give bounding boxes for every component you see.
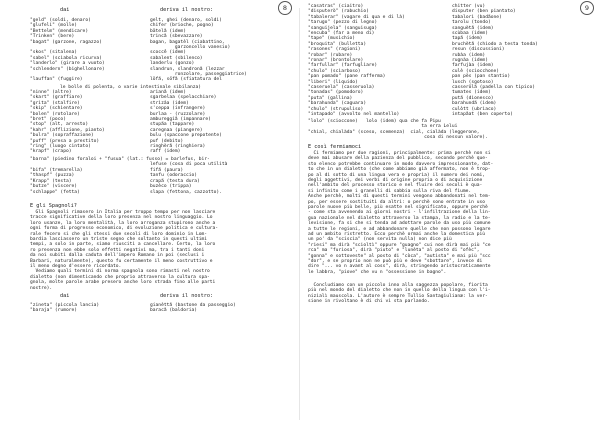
text-line: le labbra, "piove" che vu n "ossessione in bagno".: [308, 269, 447, 275]
source-term: "schlendern" (bighellonare): [30, 66, 105, 72]
text-line: sto elenco potrebbe continuare in modo davvero impressionante, dat-: [308, 161, 494, 167]
source-term: "farfullar" (farfugliare): [308, 63, 378, 69]
text-line: il meno degno d'essere ricordato.: [30, 264, 122, 269]
text-line: nostre).: [30, 285, 53, 291]
dialect-term: bagan, bagatèl (ciabattino,: [150, 39, 225, 45]
column-header-left-2: dai: [60, 293, 70, 299]
source-term: "chulo" (sciarboso): [308, 68, 361, 74]
text-line: sione in rivoltano è di chi vi sta parlando.: [308, 299, 430, 305]
source-term: "Bettelm" (mendicare): [30, 28, 89, 34]
dialect-term: putã (dionesco): [452, 95, 494, 101]
source-term: "zineta" (piccola lancia): [30, 303, 100, 308]
source-term: "ninne" (altre): [30, 90, 72, 95]
dialect-term: culè (sciocchone): [452, 68, 500, 74]
dialect-term: gelt, ghei (denaro, soldi): [150, 18, 222, 23]
glossary-lolo-line: "lolo" (scioccone) lolo (idem) qua che fa Pipu: [308, 119, 441, 124]
glossary-barna-continuation: lefuse (cosa di poca utilità: [150, 162, 228, 167]
source-term: "landerlo" (girare a vuoto): [30, 61, 105, 67]
dialect-term: arianã (idem): [150, 90, 186, 95]
dialect-term: raff (idem): [150, 149, 181, 155]
text-line: rale fecero si che gli stessi due secoli di loro dominio in Lom-: [30, 231, 208, 237]
dialect-term: ambureggiã (impannare): [150, 117, 211, 122]
dialect-term: tabalori (badãone): [452, 14, 502, 20]
dialect-term: pan pès (pan stantio): [452, 74, 511, 80]
source-term: "casatras" (ciaitro): [308, 4, 364, 9]
dialect-term: scùbaa (idem): [452, 31, 488, 36]
column-header-left: dai: [60, 7, 70, 13]
source-term: "ronar" (brontolare): [308, 58, 364, 63]
section-heading-fermiamoci: E così fermiamoci: [308, 144, 362, 150]
text-line: bardia lasciassero un triste segno che soltanto in questi ultimi: [30, 237, 208, 242]
source-term: "bagat" (garzone, ragazzo): [30, 39, 102, 45]
source-term: "skart" (graffiare): [30, 95, 83, 101]
text-line: deve mai abusare della pazienza del pubblico, secondo perchè que-: [308, 156, 488, 162]
text-line: Barbari, naturalmente), questo fu certamente il meno costruttivo e: [30, 258, 213, 264]
column-header-right-2: deriva il nostro:: [160, 293, 214, 299]
dialect-term: bätelã (idem): [150, 28, 186, 34]
dialect-term: lusch (sgotoso): [452, 79, 494, 85]
dialect-term: tumates (idem): [452, 90, 491, 96]
dialect-term: burlaa - (ruzzolare): [150, 111, 206, 117]
source-term: "stop" (alt, arresto): [30, 122, 89, 128]
source-term: "sanguijela" (sanguisuga): [308, 25, 378, 31]
dialect-term: bulu (spaccone prepotente): [150, 133, 222, 139]
text-line: tracce significative della loro presenza nel nostro linguaggio. Lo: [30, 215, 213, 221]
text-line: nizialì mauscola. L'autore è sempre Tullio Santagiulianæ: la ver-: [308, 293, 488, 299]
source-term: "skos" (sitalena): [30, 50, 78, 56]
dialect-term: strìzâa (idem): [150, 100, 189, 106]
source-term: "butze" (viscere): [30, 184, 78, 190]
source-term: "bifa" (tremarella): [30, 168, 83, 173]
page-number-left: 8: [278, 1, 292, 15]
text-line: dialetto (non dimenticando che proprio attraverso la cultura spa-: [30, 274, 210, 280]
text-line: ro presenza non ebbe solo effetti negativi ma, tra i tanti doni: [30, 247, 205, 253]
dialect-term: rubàa (idem): [452, 52, 486, 58]
glossary-chial-line: "chial, chialàda" (sceso, scemenza) cial, cialàda (leggerone,: [308, 130, 480, 135]
dialect-term: tarolu (tondo): [452, 20, 491, 26]
source-term: "skip" (schientare): [30, 106, 83, 112]
dialect-term: ringhèrã (ringhiera): [150, 144, 206, 149]
source-term: "puta" (gallina): [308, 95, 353, 101]
dialect-term: bruchètã (chiodo a testa tonda): [452, 41, 538, 47]
text-line: a tutte le regioni, e ad abbandonare quelle che non possono legare: [308, 226, 491, 232]
text-line: "gonna" e sottoveste" al posto di "còca", "autista" e mai più "scc: [308, 253, 491, 259]
text-line: Vediamo quali termini di norma spagnola sono rimasti nel nostro: [30, 269, 210, 275]
text-line: ad un ambito ristretto. Ecco perchè ormai anche la domestica più: [308, 232, 486, 237]
column-header-right: deriva il nostro:: [160, 7, 214, 13]
source-term: "baraja" (rumore): [30, 308, 78, 314]
source-term: "encuba" (far a meno di): [308, 31, 375, 36]
source-term: "Trinken" (bere): [30, 34, 75, 40]
source-term: "pan pomado" (pane rafferma): [308, 74, 386, 80]
dialect-term: ronzolare, passeggiatrice): [150, 72, 247, 77]
text-line: ogni forma di progresso economico, di evoluzione politica e cultura-: [30, 226, 219, 232]
text-line: degli aggettivi, dei verbi di origine propria o di acquisizione: [308, 178, 483, 183]
dialect-term: chifer (brioche, pogno): [150, 23, 214, 29]
text-line: tempi, a solo in parte, siamo riusciti a cancellare. Certo, la loro: [30, 242, 216, 248]
source-term: "liberi" (liquido): [308, 79, 358, 85]
source-term: "rasones" (ragioni): [308, 47, 361, 53]
source-term: "robar" (rubare): [308, 52, 353, 58]
source-term: "krapf" (crapo): [30, 149, 72, 155]
dialect-term: tanfu (odoraccio): [150, 173, 198, 179]
dialect-term: scoccê (idem): [150, 50, 186, 56]
text-line: Anche perchè, molti di questi termini vengono abbandonati nel tem-: [308, 194, 491, 200]
text-line: rca" ma "furiosa", dirà "piuto" e "lunèta" al posto di "ofèc",: [308, 248, 480, 254]
dialect-term: intapãat (ben coperto): [452, 112, 513, 117]
section-heading-spagnoli: E gli Spagnoli?: [30, 203, 77, 209]
source-term: "puff" (presa a prestito): [30, 138, 100, 144]
dialect-term: tapã (idem): [452, 36, 483, 42]
glossary-chial-continuation: cosa di nessun valore).: [308, 135, 488, 140]
dialect-term: sgarbelaa (spelacchiare): [150, 95, 217, 101]
source-term: "tabalerar" (vagare di qua e di là): [308, 14, 405, 20]
dialect-term: stupãa (tappare): [150, 122, 195, 128]
dialect-term: casserõlã (padella con tipico): [452, 85, 535, 90]
text-line: levisione, fa si che si tenda ad adottare parole da uso più comune: [308, 221, 491, 227]
dialect-term: trincã (sbevazzare): [150, 34, 203, 40]
source-term: "thaspf" (puzza): [30, 173, 75, 179]
text-line: - come sta avvenendo ai giorni nostri - l'infiltrazione della lin-: [308, 210, 491, 216]
dialect-term: slandrun, slandronã (lezzar: [150, 66, 225, 72]
source-term: "disputerò" (rabuchio): [308, 9, 369, 15]
source-term: "geld" (soldi, denaro): [30, 18, 91, 23]
text-line: po al di sotto di una lingua vera e propria) il numero dei nomi,: [308, 172, 486, 178]
glossary-barna-line: "barna" (piedino foraloi + "fusua" (lat.: fusso) = barlefus, bir-: [30, 157, 210, 162]
text-line: to che in un dialetto (che come abbiamo già affermato, non è trop-: [308, 167, 491, 173]
text-line: Ci fermiamo per due ragioni, principalmente: prima perchè non si: [308, 151, 491, 156]
source-term: "Krapp" (testa): [30, 178, 72, 184]
source-term: "sabel" (sciabola ricurva): [30, 55, 102, 61]
source-term: "glufeli" (molle): [30, 23, 78, 29]
dialect-term: rugnàa (idem): [452, 58, 488, 63]
source-term: "ring" (luogo cintato): [30, 144, 91, 149]
source-term: "tarugo" (pezzo di legno): [308, 20, 378, 26]
text-line: un po' da "sciscia" (non servita nulla) non dice più: [308, 237, 452, 243]
text-line: da noi subiti dalla caduta dell'impero Romano in poi (seclusi i: [30, 253, 205, 259]
dialect-term: caregnaa (piangere): [150, 127, 203, 133]
source-term: "kahr" (afflizione, pianto): [30, 127, 105, 133]
dialect-term: crapã (testa dura): [150, 178, 200, 184]
text-line: loro usanze, la loro mentalità, la loro arroganza stupirono anche a: [30, 220, 216, 226]
page-number-right: 9: [580, 1, 594, 15]
dialect-term: fifã (paura): [150, 168, 184, 173]
text-line: nell'ambito del processo storico e nel fluire dei secoli è qua-: [308, 183, 483, 189]
source-term: "bulra" (sopraffazione): [30, 133, 94, 139]
dialect-term: culòtt (ubriaco): [452, 106, 497, 112]
dialect-term: landerlu (gonzo): [150, 61, 195, 67]
dialect-term: chitter (vu): [452, 4, 486, 9]
source-term: "tape" (musichio): [308, 36, 356, 42]
dialect-term: resun (discussioni): [452, 47, 505, 53]
source-term: "barahunda" (caguara): [308, 101, 367, 107]
source-term: "grita" (stalfire): [30, 100, 80, 106]
source-term: "intapado" (avvolto nel mantello): [308, 112, 400, 117]
dialect-term: s'ceppa (infrangere): [150, 106, 206, 112]
source-term: "lauffan" (fuggire): [30, 77, 83, 83]
glossary-lolo-continuation: ta erra Lelui: [308, 124, 458, 129]
dialect-term: gianèttã (bastone da passeggio): [150, 303, 236, 308]
glossary-wide-line: le bolle di polenta, o varie intestinale sibilanza): [60, 85, 202, 90]
text-line: "riesi" ma dirà "scioltì" oppure "guagno" cui non dirà mai più "ce: [308, 242, 491, 248]
source-term: "caseruela" (casseruola): [308, 85, 375, 90]
text-line: si infinito come i granelli di sabbia sulla riva del fiume.: [308, 188, 472, 194]
dialect-term: farfujàa (idem): [452, 63, 494, 69]
dialect-term: sanguètã (idem): [452, 25, 494, 31]
text-line: po, per essere sostituiti da altri: o perchè sono entrate in uso: [308, 199, 486, 205]
source-term: "bolen" (rotolare): [30, 111, 80, 117]
source-term: "bret" (poco): [30, 117, 66, 122]
text-line: parole nuove più belle, più esatte nel significato, oppure perchè: [308, 205, 488, 210]
text-line: Concludiamo con un piccolo inno alla saggezza popolare, fiorita: [308, 283, 488, 288]
text-line: più nel mondo del dialetto che non in quello della lingua con l'i-: [308, 288, 491, 294]
dialect-term: garzoncello vanesio): [150, 45, 231, 50]
dialect-term: disputer (ben piantato): [452, 9, 516, 15]
dialect-term: slapa (fettona, cazzotto).: [150, 189, 222, 195]
text-line: "dor", e se proprio non ne può più e deve "sbottare", invece di: [308, 259, 483, 264]
dialect-term: buzèco (trippa): [150, 184, 192, 190]
dialect-term: löfã, söfã (sfiatatura del: [150, 77, 222, 83]
source-term: "schlappe" (fetta): [30, 189, 80, 195]
right-page: [300, 0, 600, 426]
text-line: dire "... vo n avant al coss", dirà, stringendo aristocraticamente: [308, 264, 491, 270]
dialect-term: puf (debito): [150, 138, 184, 144]
text-line: Gli Spagnoli rimasero in Italia per troppo tempo per non lasciare: [30, 210, 216, 215]
source-term: "chulo" (strupuliso): [308, 106, 364, 112]
source-term: "broquita" (bulletta): [308, 41, 367, 47]
text-line: gua nazionale nel dialetto attraverso la stampa, la radio e la te-: [308, 215, 491, 221]
dialect-term: baracã (baldoria): [150, 308, 198, 314]
dialect-term: barahundã (idem): [452, 101, 497, 107]
source-term: "tonadas" (pomodoro): [308, 90, 364, 96]
text-line: gnola, molte parole arabe presero anche loro strada fino alle parti: [30, 280, 216, 286]
dialect-term: sabalent (sbilenco): [150, 55, 203, 61]
